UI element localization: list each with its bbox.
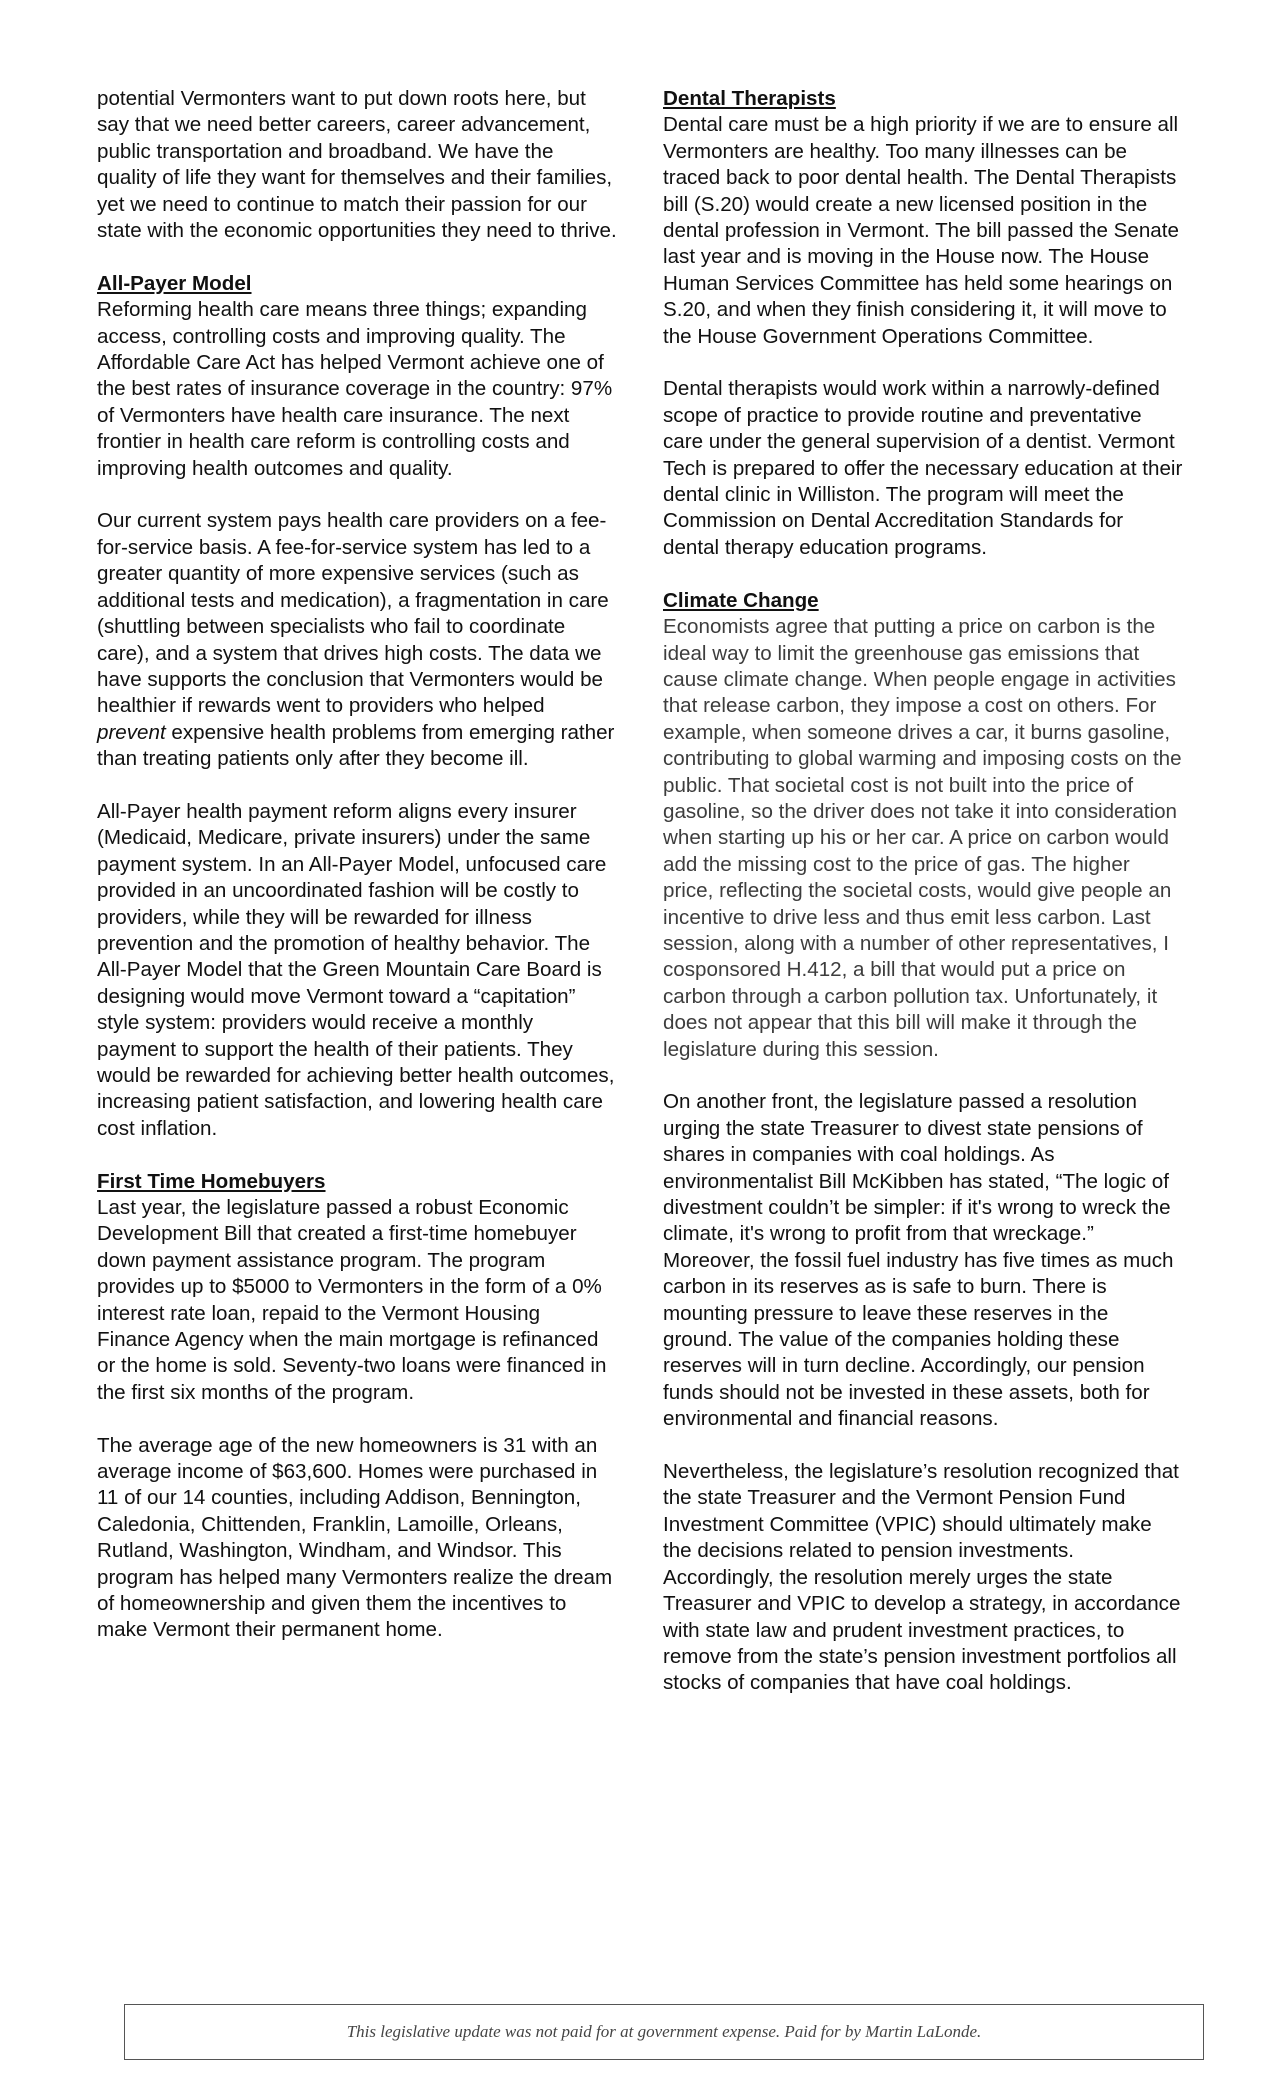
- left-column: [97, 86, 617, 1670]
- all-payer-paragraph-3: All-Payer health payment reform aligns every insurer (Medicaid, Medicare, private insurers) under the same payment system. In an All-Payer Model, unfocused care provided in an uncoordinated fashion will be costly to providers, while they will be rewarded for illness prevention and the promotion of healthy behavior. The All-Payer Model that the Green Mountain Care Board is designing would move Vermont toward a “capitation” style system: providers would receive a monthly payment to support the health of their patients. They would be rewarded for achieving better health outcomes, increasing patient satisfaction, and lowering health care cost inflation.: [97, 799, 615, 1140]
- right-column: [663, 86, 1183, 1723]
- climate-paragraph-3: Nevertheless, the legislature’s resolution recognized that the state Treasurer and the Vermont Pension Fund Investment Committee (VPIC) should ultimately make the decisions related to pension investments. Accordingly, the resolution merely urges the state Treasurer and VPIC to develop a strategy, in accordance with state law and prudent investment practices, to remove from the state’s pension investment portfolios all stocks of companies that have coal holdings.: [663, 1460, 1181, 1695]
- dental-paragraph-1: Dental care must be a high priority if we are to ensure all Vermonters are healthy. Too many illnesses can be traced back to poor dental health. The Dental Therapists bill (S.20) would create a new licensed position in the dental profession in Vermont. The bill passed the Senate last year and is moving in the House now. The House Human Services Committee has held some hearings on S.20, and when they finish considering it, it will move to the House Government Operations Committee.: [663, 113, 1179, 348]
- intro-paragraph: potential Vermonters want to put down roots here, but say that we need better careers, career advancement, public transportation and broadband. We have the quality of life they want for themselves and their families, yet we need to continue to match their passion for our state with the economic opportunities they need to thrive.: [97, 87, 617, 243]
- climate-paragraph-1: Economists agree that putting a price on carbon is the ideal way to limit the greenhouse gas emissions that cause climate change. When people engage in activities that release carbon, they impose a cost on others. For example, when someone drives a car, it burns gasoline, contributing to global warming and imposing costs on the public. That societal cost is not built into the price of gasoline, so the driver does not take it into consideration when starting up his or her car. A price on carbon would add the missing cost to the price of gas. The higher price, reflecting the societal costs, would give people an incentive to drive less and thus emit less carbon. Last session, along with a number of other representatives, I cosponsored H.412, a bill that would put a price on carbon through a carbon pollution tax. Unfortunately, it does not appear that this bill will make it through the legislature during this session.: [663, 615, 1182, 1061]
- climate-paragraph-2: On another front, the legislature passed a resolution urging the state Treasurer to divest state pensions of shares in companies with coal holdings. As environmentalist Bill McKibben has stated, “The logic of divestment couldn’t be simpler: if it's wrong to wreck the climate, it's wrong to profit from that wreckage.” Moreover, the fossil fuel industry has five times as much carbon in its reserves as is safe to burn. There is mounting pressure to leave these reserves in the ground. The value of the companies holding these reserves will in turn decline. Accordingly, our pension funds should not be invested in these assets, both for environmental and financial reasons.: [663, 1090, 1174, 1431]
- all-payer-paragraph-2: [97, 508, 617, 772]
- homebuyers-paragraph-2: The average age of the new homeowners is 31 with an average income of $63,600. Homes were purchased in 11 of our 14 counties, including Addison, Bennington, Caledonia, Chittenden, Franklin, Lamoille, Orleans, Rutland, Washington, Windham, and Windsor. This program has helped many Vermonters realize the dream of homeownership and given them the incentives to make Vermont their permanent home.: [97, 1433, 613, 1642]
- all-payer-paragraph-2-end: expensive health problems from emerging rather than treating patients only after they become ill.: [97, 720, 615, 771]
- footer-disclaimer-box: [124, 2004, 1204, 2060]
- all-payer-emphasis: prevent: [97, 720, 166, 744]
- footer-disclaimer-text: This legislative update was not paid for at government expense. Paid for by Martin LaLonde.: [346, 2022, 982, 2041]
- dental-heading: Dental Therapists: [663, 87, 836, 110]
- dental-paragraph-2: Dental therapists would work within a narrowly-defined scope of practice to provide routine and preventative care under the general supervision of a dentist. Vermont Tech is prepared to offer the necessary education at their dental clinic in Williston. The program will meet the Commission on Dental Accreditation Standards for dental therapy education programs.: [663, 377, 1183, 559]
- homebuyers-paragraph-1: Last year, the legislature passed a robust Economic Development Bill that created a first-time homebuyer down payment assistance program. The program provides up to $5000 to Vermonters in the form of a 0% interest rate loan, repaid to the Vermont Housing Finance Agency when the main mortgage is refinanced or the home is sold. Seventy-two loans were financed in the first six months of the program.: [97, 1196, 607, 1404]
- all-payer-paragraph-2-start: Our current system pays health care providers on a fee-for-service basis. A fee-for-service system has led to a greater quantity of more expensive services (such as additional tests and medication), a fragmentation in care (shuttling between specialists who fail to coordinate care), and a system that drives high costs. The data we have supports the conclusion that Vermonters would be healthier if rewards went to providers who helped: [97, 509, 609, 718]
- homebuyers-heading: First Time Homebuyers: [97, 1169, 326, 1193]
- all-payer-heading: All-Payer Model: [97, 271, 252, 295]
- climate-heading: Climate Change: [663, 588, 819, 612]
- all-payer-paragraph-1: Reforming health care means three things; expanding access, controlling costs and improving quality. The Affordable Care Act has helped Vermont achieve one of the best rates of insurance coverage in the country: 97% of Vermonters have health care insurance. The next frontier in health care reform is controlling costs and improving health outcomes and quality.: [97, 298, 613, 480]
